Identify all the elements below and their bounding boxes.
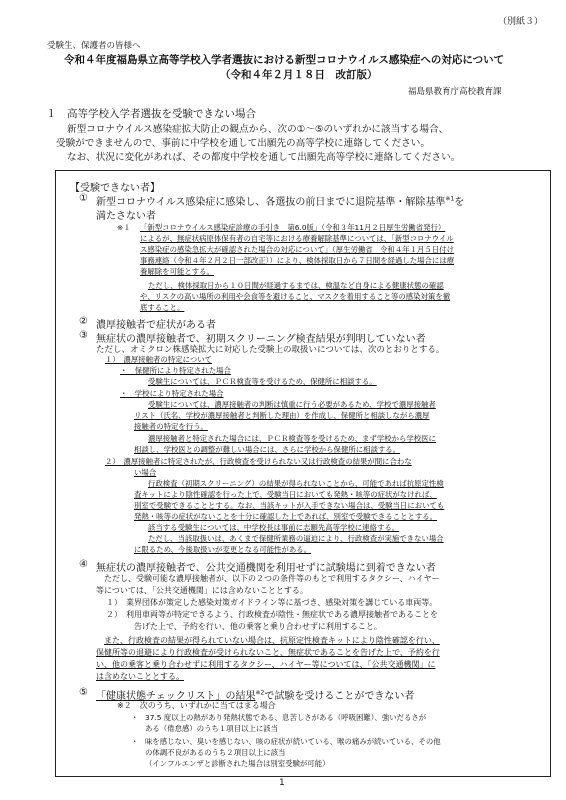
intro-line-1: 新型コロナウイルス感染症拡大防止の観点から、次の①～⑤のいずれかに該当する場合、: [67, 124, 449, 135]
note2-heading: ※２ 次のうち、いずれかに当てはまる場合: [117, 701, 276, 710]
item3-sub2-line: に限るため、今後取扱いが変更となる可能性がある。: [134, 545, 312, 554]
note1-line: 事務連絡（令和４年２月２日一部改正））により、検体採取日から７日間を経過した場合には療: [140, 256, 455, 265]
issuer-label: 福島県教育庁高校教育課: [408, 87, 502, 97]
item1-text-line2: 満たさない者: [96, 211, 156, 222]
item3-sub1-line: 濃厚接触者と特定された場合には、ＰＣＲ検査等を受けるため、まず学校から学校医に: [148, 434, 436, 443]
item3-number: ③: [79, 330, 88, 341]
note1-mark: ※１: [117, 223, 131, 232]
item2-text: 濃厚接触者で症状がある者: [96, 320, 216, 331]
item3-sub1-line: 受験生については、ＰＣＲ検査等を受けるため、保健所に相談する。: [148, 377, 377, 386]
note1-line: によるが、無症状病原体保有者の自宅等における療養解除基準については、「新型コロナウイル: [140, 234, 454, 243]
audience-label: 受験生、保護者の皆様へ: [47, 41, 141, 51]
note2-bullet-line: 味を感じない、臭いを感じない、咳の症状が続いている、喉の痛みが続いている、その他: [145, 737, 441, 746]
intro-line-2: 受験ができませんので、事前に中学校を通して出願先の高等学校に連絡してください。: [56, 138, 430, 149]
note1-line: 「新型コロナウイルス感染症診療の手引き 第6.0版」（令和３年11月２日厚生労働省発行）: [140, 223, 446, 232]
item4-line: は含めないこととする。: [96, 672, 184, 681]
note1-line: ス感染症の感染急拡大が確認された場合の対応について」（厚生労働省 令和４年１月５日付け: [140, 245, 454, 254]
note2-bullet-line: 37.5 度以上の熱があり発熱状態である、息苦しさがある（呼吸困難）、強いだるさが: [145, 713, 427, 722]
item3-sub2-heading: ２） 濃厚接触者に特定されたが、行政検査を受けられない又は行政検査の結果が間に合わな: [105, 457, 412, 466]
bullet-icon: ・: [131, 737, 139, 746]
item3-sub1-line: 相談し、学校医との調整が難しい場合には、さらに学校から保健所に相談する。: [134, 445, 401, 454]
item1-text-end: を: [454, 197, 465, 208]
note2-bullet-line: ある（倦怠感）のうち１項目以上に該当: [145, 724, 279, 733]
note1-line: 底すること。: [140, 303, 185, 312]
item3-sub2-line: 該当する受験生については、中学校長は事前に志願先高等学校に連絡する。: [148, 523, 400, 532]
item4-line: ただし、受験可能な濃厚接触者が、以下の２つの条件等のもとで利用するタクシー、ハイヤー: [104, 574, 440, 583]
item3-text-line2: ただし、オミクロン株感染拡大に対応した受験上の取扱いについては、次のとおりとする。: [96, 345, 445, 355]
page-number: 1: [279, 778, 285, 788]
item4-line: 等については、「公共交通機関」には含めないこととする。: [96, 586, 308, 595]
item4-line: 告げた上で、予約を行い、他の乗客と乗り合わせずに利用すること。: [134, 622, 382, 631]
item3-sub2-line: 発熱・咳等の症状がないことを十分に確認した上であれば、別室で受験できることとする。: [134, 512, 438, 521]
item1-text-main: 新型コロナウイルス感染症に感染し、各選抜の前日までに退院基準・解除基準: [96, 197, 446, 208]
item4-line: １） 業界団体が策定した感染対策ガイドライン等に基づき、感染対策を講じている車両等。: [106, 598, 438, 607]
item3-text: 無症状の濃厚接触者で、初期スクリーニング検査結果が判明していない者: [96, 334, 426, 345]
item5-number: ⑤: [79, 687, 88, 698]
item1-sup: ※1: [445, 195, 455, 203]
item3-sub2-line: ただし、当該取扱いは、あくまで保健所業務の逼迫により、行政検査が実施できない場合: [148, 534, 444, 543]
attachment-label: （別紙３）: [498, 17, 544, 27]
item5-text-end: で試験を受けることができない者: [264, 691, 415, 702]
item4-line: また、行政検査の結果が得られていない場合は、抗原定性検査キットにより陰性確認を行い、: [104, 636, 440, 645]
item3-sub1-line: リスト（氏名、学校が濃厚接触者と判断した理由）を作成し、保健所と相談しながら濃厚: [134, 411, 430, 420]
note1-line: 養解除を可能とする。: [140, 267, 214, 276]
note2-bullet-line: の体調不良があるのうち２項目以上に該当: [145, 748, 286, 757]
intro-line-3: なお、状況に変化があれば、その都度中学校を通して出願先高等学校に連絡してください。: [67, 152, 461, 163]
item3-sub1-line: 接触者の特定を行う。: [134, 422, 208, 431]
page-title: 令和４年度福島県立高等学校入学者選抜における新型コロナウイルス感染症への対応について: [64, 54, 505, 66]
item3-sub1-line: 受験生については、濃厚接触者の判断は慎重に行う必要があるため、学校で濃厚接触者: [148, 400, 436, 409]
item4-number: ④: [79, 559, 88, 570]
item3-sub2-line: 行政検査（初期スクリーニング）の結果が得られないことから、可能であれば抗原定性検: [148, 479, 444, 488]
note1-line: ただし、検体採取日から１０日間が経過するまでは、検温など自身による健康状態の確認: [148, 281, 444, 290]
item4-line: 保健所等の退避により行政検査が受けられないこと、無症状であることを告げた上で、予約を行: [96, 648, 440, 657]
bullet-icon: ・: [131, 713, 139, 722]
page-subtitle: （令和４年２月１８日 改訂版）: [220, 69, 378, 81]
item3-sub2-line: 別室で受験できることとする。なお、当該キットが入手できない場合は、受験当日においても: [134, 501, 445, 510]
item4-line: い、他の乗客と乗り合わせずに利用するタクシー、ハイヤー等については、「公共交通機関」に: [96, 660, 436, 669]
item3-sub1-line: ・ 学校により特定された場合: [120, 389, 224, 398]
item2-number: ②: [79, 316, 88, 327]
item4-text: 無症状の濃厚接触者で、公共交通機関を利用せずに試験場に到着できない者: [96, 563, 436, 574]
item1-number: ①: [79, 193, 88, 204]
item4-line: ２） 利用車両等が特定できるよう、行政検査が陰性・無症状である濃厚接触者であることを: [106, 610, 438, 619]
item1-text: [96, 193, 464, 208]
note2-bullet-line: （インフルエンザと診断された場合は別室受験が可能）: [145, 759, 330, 768]
note1-line: や、リスクの高い場所の利用や会食等を避けること、マスクを着用すること等の感染対策を徹: [140, 292, 451, 301]
item5-text: [96, 687, 414, 702]
box-heading: 【受験できない者】: [70, 183, 160, 194]
item5-text-main: 「健康状態チェックリスト」の結果: [96, 691, 256, 702]
section-heading: １ 高等学校入学者選抜を受験できない場合: [46, 108, 256, 120]
item3-sub1-line: ・ 保健所により特定された場合: [120, 366, 231, 375]
item3-sub2-line: 査キットにより陰性確認を行った上で、受験当日においても発熱・咳等の症状がなければ、: [134, 490, 437, 499]
item5-sup: ※2: [255, 689, 265, 697]
item3-sub1-heading: １） 濃厚接触者の特定について: [105, 355, 213, 364]
item3-sub2-line: い場合: [134, 468, 157, 477]
